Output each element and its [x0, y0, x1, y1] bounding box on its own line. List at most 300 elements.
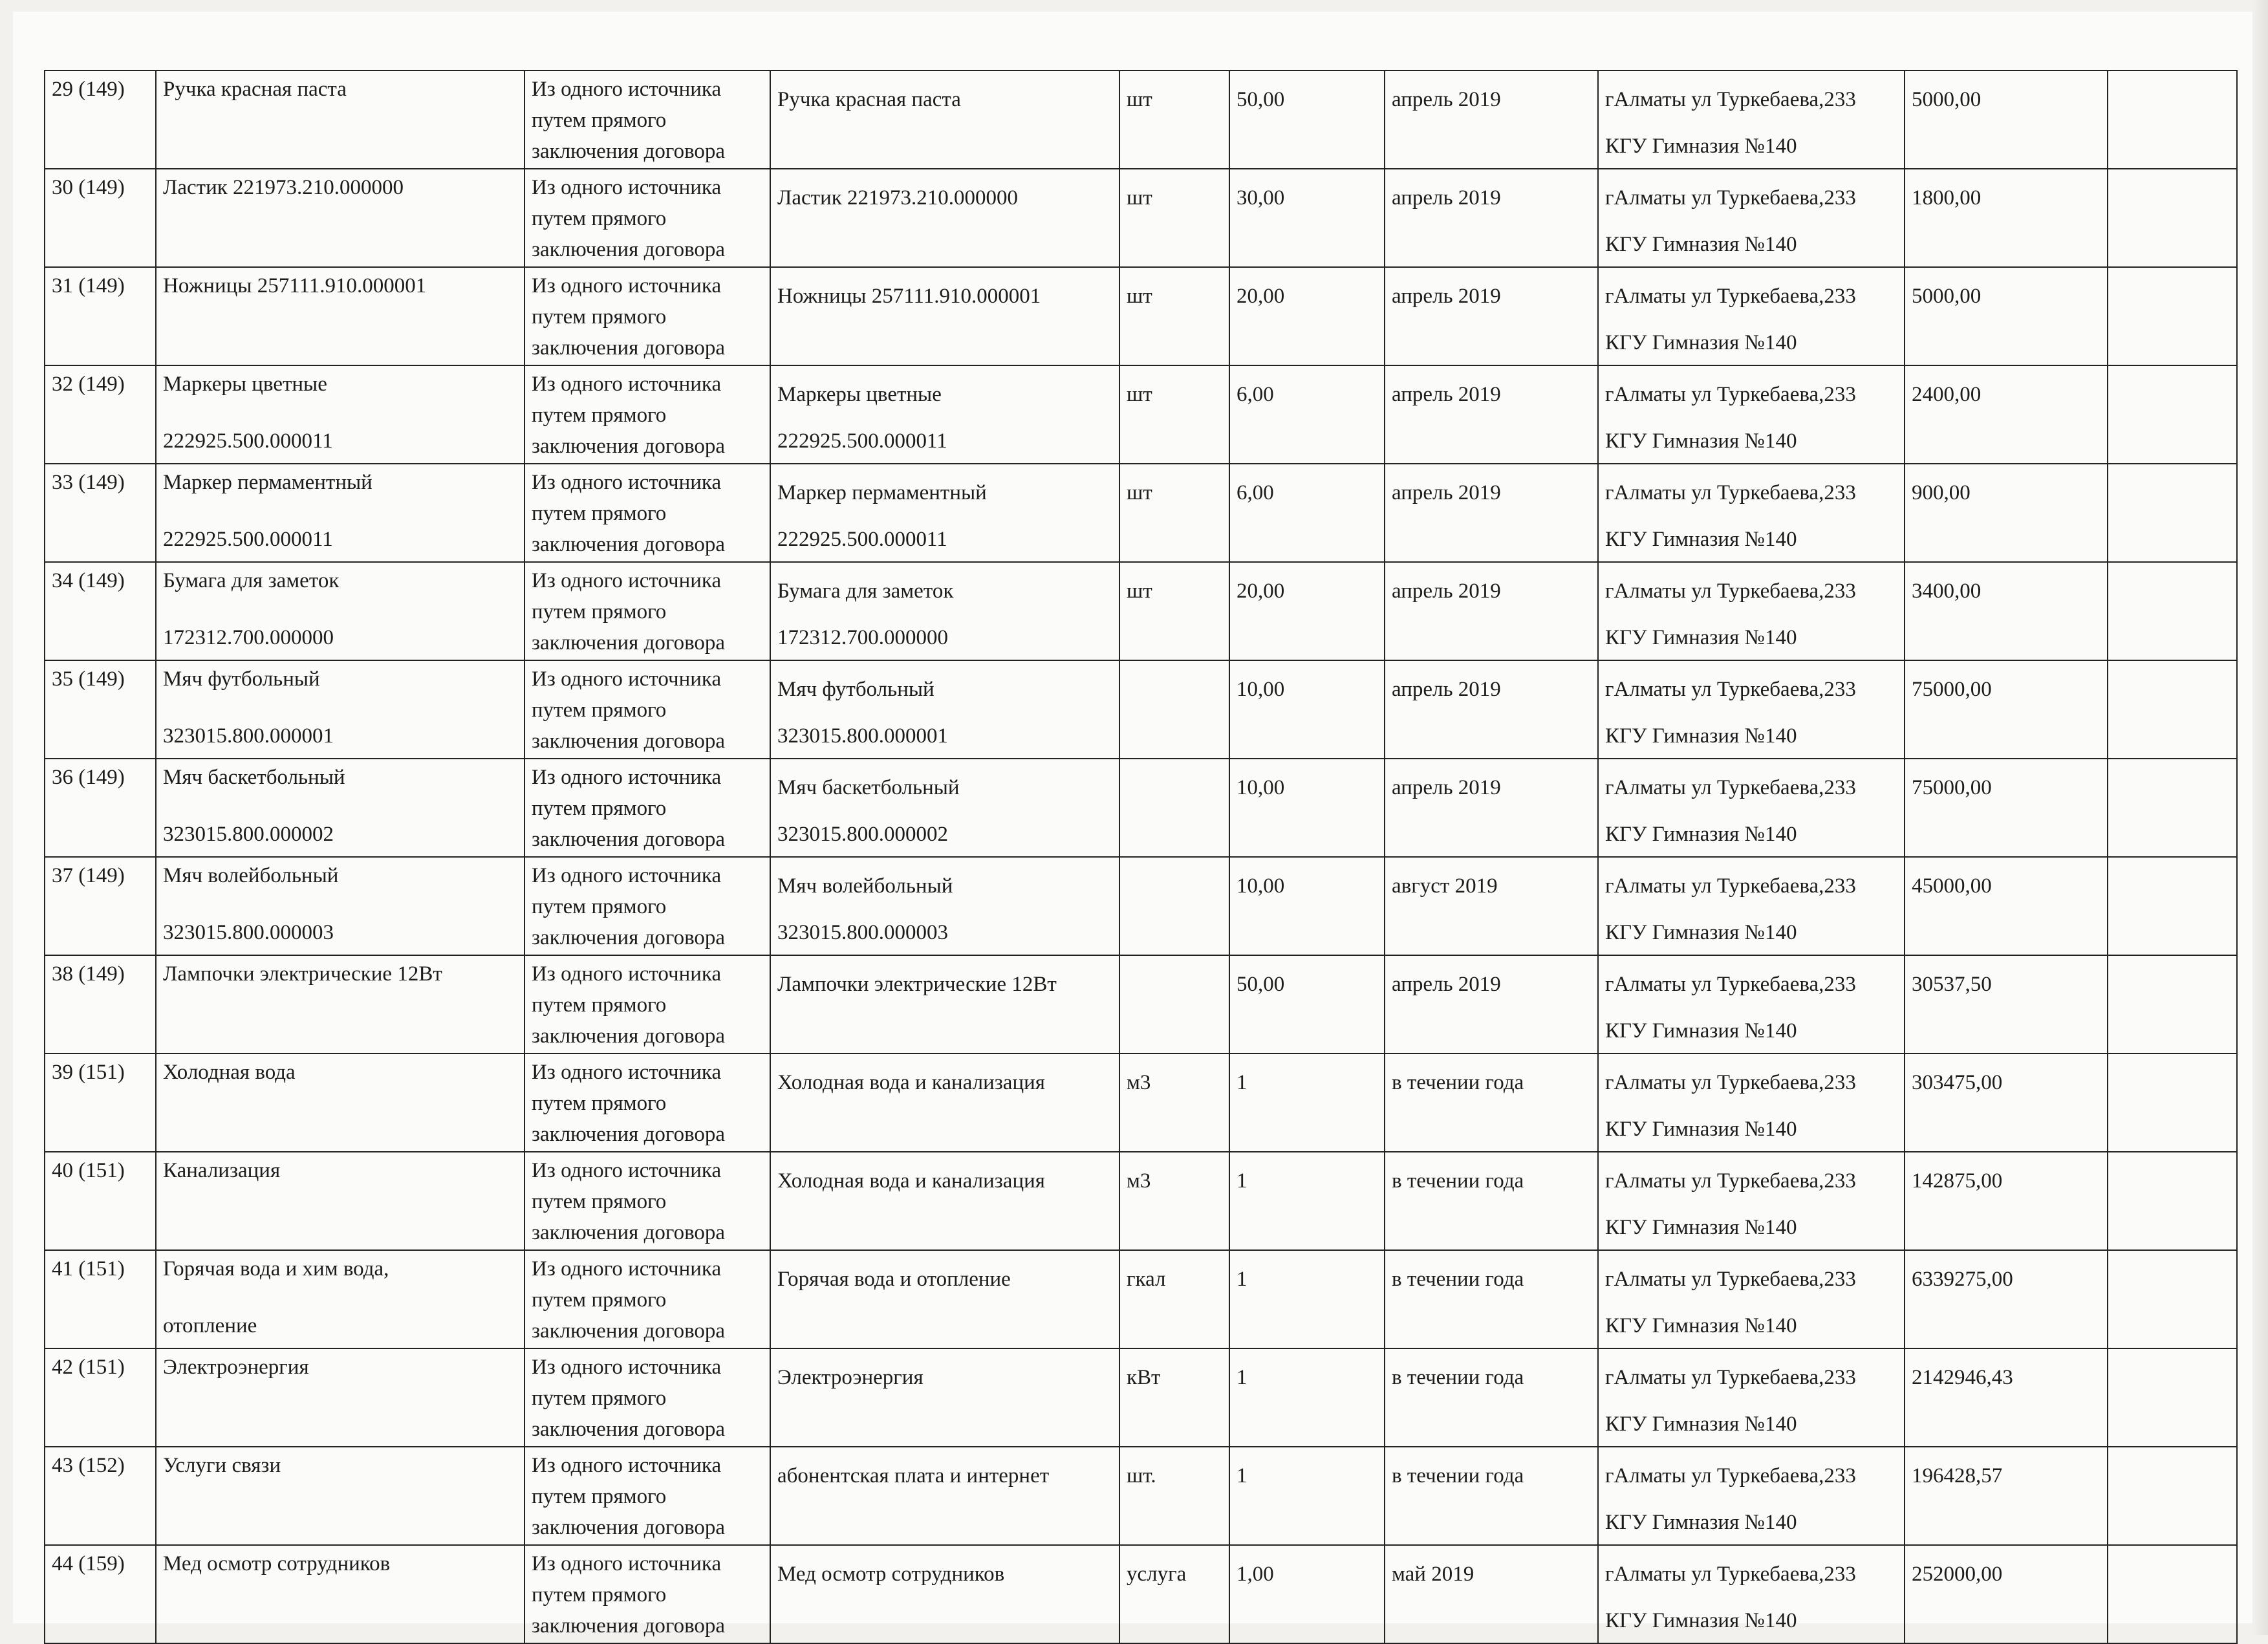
procurement-method-cell — [524, 1250, 770, 1348]
period-text: май 2019 — [1392, 1563, 1474, 1586]
desc-text: Бумага для заметок — [777, 579, 954, 603]
period-cell — [1385, 365, 1598, 464]
addr-text: гАлматы ул Туркебаева,233 — [1605, 1169, 1856, 1193]
delivery-address-cell — [1598, 759, 1905, 857]
amount-cell — [1905, 1447, 2108, 1545]
unit-text: м3 — [1127, 1071, 1151, 1094]
addr-text: гАлматы ул Туркебаева,233 — [1605, 1366, 1856, 1389]
desc-code-text: 323015.800.000002 — [777, 823, 948, 846]
unit-cell — [1119, 1152, 1229, 1250]
unit-text: шт — [1127, 383, 1152, 406]
addr-text: гАлматы ул Туркебаева,233 — [1605, 1268, 1856, 1291]
period-cell — [1385, 1152, 1598, 1250]
period-cell — [1385, 562, 1598, 660]
row-number-cell — [45, 1250, 156, 1348]
org-text: КГУ Гимназия №140 — [1605, 331, 1797, 354]
sum-text: 1800,00 — [1912, 186, 1982, 210]
addr-text: гАлматы ул Туркебаева,233 — [1605, 88, 1856, 111]
item-description-cell — [770, 1152, 1119, 1250]
unit-text: м3 — [1127, 1169, 1151, 1193]
unit-cell — [1119, 1447, 1229, 1545]
qty-text: 1 — [1237, 1071, 1247, 1094]
desc-text: Маркеры цветные — [777, 383, 942, 406]
num-text: 34 (149) — [52, 569, 125, 592]
quantity-cell — [1229, 1348, 1385, 1447]
method-text: Из одного источника путем прямого заключения договора — [532, 176, 726, 261]
addr-text: гАлматы ул Туркебаева,233 — [1605, 579, 1856, 603]
procurement-method-cell — [524, 70, 770, 169]
table-row — [45, 759, 2237, 857]
procurement-method-cell — [524, 955, 770, 1054]
procurement-method-cell — [524, 1348, 770, 1447]
item-name-cell — [156, 1545, 524, 1643]
qty-text: 50,00 — [1237, 973, 1285, 996]
row-number-cell — [45, 660, 156, 759]
sum-text: 142875,00 — [1912, 1169, 2003, 1193]
table-row — [45, 660, 2237, 759]
amount-cell — [1905, 1348, 2108, 1447]
item-description-cell — [770, 562, 1119, 660]
code-text: 323015.800.000003 — [163, 921, 334, 944]
quantity-cell — [1229, 660, 1385, 759]
org-text: КГУ Гимназия №140 — [1605, 233, 1797, 256]
procurement-method-cell — [524, 857, 770, 955]
item-description-cell — [770, 1054, 1119, 1152]
code-text: 323015.800.000001 — [163, 724, 334, 748]
item-description-cell — [770, 660, 1119, 759]
period-cell — [1385, 1348, 1598, 1447]
row-number-cell — [45, 70, 156, 169]
period-text: апрель 2019 — [1392, 579, 1501, 603]
num-text: 36 (149) — [52, 766, 125, 789]
table-body — [45, 70, 2237, 1643]
num-text: 37 (149) — [52, 864, 125, 887]
item-name-cell — [156, 562, 524, 660]
delivery-address-cell — [1598, 1054, 1905, 1152]
period-text: в течении года — [1392, 1366, 1524, 1389]
period-text: в течении года — [1392, 1071, 1524, 1094]
delivery-address-cell — [1598, 1250, 1905, 1348]
org-text: КГУ Гимназия №140 — [1605, 1118, 1797, 1141]
empty-cell — [2108, 857, 2237, 955]
procurement-method-cell — [524, 1054, 770, 1152]
sum-text: 252000,00 — [1912, 1563, 2003, 1586]
delivery-address-cell — [1598, 955, 1905, 1054]
method-text: Из одного источника путем прямого заключения договора — [532, 1159, 726, 1244]
table-row — [45, 365, 2237, 464]
amount-cell — [1905, 759, 2108, 857]
code-text: 323015.800.000002 — [163, 823, 334, 846]
addr-text: гАлматы ул Туркебаева,233 — [1605, 874, 1856, 898]
amount-cell — [1905, 267, 2108, 365]
method-text: Из одного источника путем прямого заключения договора — [532, 1552, 726, 1638]
procurement-method-cell — [524, 169, 770, 267]
item-description-cell — [770, 365, 1119, 464]
row-number-cell — [45, 1348, 156, 1447]
addr-text: гАлматы ул Туркебаева,233 — [1605, 186, 1856, 210]
item-name-cell — [156, 1250, 524, 1348]
item-name-cell — [156, 464, 524, 562]
method-text: Из одного источника путем прямого заключения договора — [532, 1061, 726, 1146]
item-name-cell — [156, 1054, 524, 1152]
procurement-method-cell — [524, 1447, 770, 1545]
empty-cell — [2108, 1054, 2237, 1152]
table-row — [45, 169, 2237, 267]
org-text: КГУ Гимназия №140 — [1605, 921, 1797, 944]
period-text: апрель 2019 — [1392, 973, 1501, 996]
amount-cell — [1905, 1250, 2108, 1348]
desc-text: Холодная вода и канализация — [777, 1169, 1045, 1193]
org-text: КГУ Гимназия №140 — [1605, 626, 1797, 649]
document-page — [13, 12, 2255, 1638]
num-text: 39 (151) — [52, 1061, 125, 1084]
period-cell — [1385, 955, 1598, 1054]
method-text: Из одного источника путем прямого заключения договора — [532, 766, 726, 851]
period-cell — [1385, 1447, 1598, 1545]
qty-text: 6,00 — [1237, 481, 1274, 504]
desc-text: Ластик 221973.210.000000 — [777, 186, 1019, 210]
item-name-cell — [156, 1152, 524, 1250]
method-text: Из одного источника путем прямого заключения договора — [532, 864, 726, 949]
empty-cell — [2108, 1545, 2237, 1643]
desc-text: Холодная вода и канализация — [777, 1071, 1045, 1094]
delivery-address-cell — [1598, 1348, 1905, 1447]
period-text: апрель 2019 — [1392, 481, 1501, 504]
org-text: КГУ Гимназия №140 — [1605, 823, 1797, 846]
method-text: Из одного источника путем прямого заключения договора — [532, 667, 726, 753]
org-text: КГУ Гимназия №140 — [1605, 429, 1797, 453]
quantity-cell — [1229, 70, 1385, 169]
row-number-cell — [45, 267, 156, 365]
delivery-address-cell — [1598, 857, 1905, 955]
table-row — [45, 1152, 2237, 1250]
row-number-cell — [45, 955, 156, 1054]
item-name-cell — [156, 70, 524, 169]
num-text: 32 (149) — [52, 373, 125, 396]
empty-cell — [2108, 1250, 2237, 1348]
unit-cell — [1119, 660, 1229, 759]
unit-text: услуга — [1127, 1563, 1187, 1586]
unit-text — [1127, 860, 1222, 871]
period-cell — [1385, 759, 1598, 857]
qty-text: 1 — [1237, 1464, 1247, 1487]
item-name-cell — [156, 267, 524, 365]
period-cell — [1385, 1545, 1598, 1643]
row-number-cell — [45, 365, 156, 464]
period-cell — [1385, 169, 1598, 267]
sum-text: 2142946,43 — [1912, 1366, 2013, 1389]
qty-text: 1 — [1237, 1268, 1247, 1291]
name-text: Ножницы 257111.910.000001 — [163, 274, 427, 297]
unit-cell — [1119, 1250, 1229, 1348]
method-text: Из одного источника путем прямого заключения договора — [532, 962, 726, 1048]
amount-cell — [1905, 1054, 2108, 1152]
period-cell — [1385, 70, 1598, 169]
name-text: Лампочки электрические 12Вт — [163, 962, 442, 986]
amount-cell — [1905, 955, 2108, 1054]
table-row — [45, 464, 2237, 562]
unit-text: шт — [1127, 481, 1152, 504]
empty-cell — [2108, 365, 2237, 464]
num-text: 38 (149) — [52, 962, 125, 986]
empty-cell — [2108, 1348, 2237, 1447]
delivery-address-cell — [1598, 562, 1905, 660]
desc-code-text: 323015.800.000001 — [777, 724, 948, 748]
empty-cell — [2108, 464, 2237, 562]
sum-text: 3400,00 — [1912, 579, 1982, 603]
desc-text: Ножницы 257111.910.000001 — [777, 285, 1041, 308]
unit-cell — [1119, 857, 1229, 955]
row-number-cell — [45, 464, 156, 562]
code-text: 222925.500.000011 — [163, 429, 333, 453]
unit-text: шт. — [1127, 1464, 1156, 1487]
unit-cell — [1119, 759, 1229, 857]
addr-text: гАлматы ул Туркебаева,233 — [1605, 383, 1856, 406]
item-description-cell — [770, 955, 1119, 1054]
code-text: отопление — [163, 1314, 257, 1337]
delivery-address-cell — [1598, 70, 1905, 169]
num-text: 43 (152) — [52, 1454, 125, 1477]
unit-cell — [1119, 365, 1229, 464]
unit-text: шт — [1127, 88, 1152, 111]
table-row — [45, 1250, 2237, 1348]
sum-text: 5000,00 — [1912, 285, 1982, 308]
table-row — [45, 857, 2237, 955]
org-text: КГУ Гимназия №140 — [1605, 528, 1797, 551]
qty-text: 10,00 — [1237, 678, 1285, 701]
name-text: Услуги связи — [163, 1454, 281, 1477]
item-name-cell — [156, 660, 524, 759]
period-text: апрель 2019 — [1392, 776, 1501, 799]
procurement-method-cell — [524, 365, 770, 464]
item-description-cell — [770, 267, 1119, 365]
delivery-address-cell — [1598, 267, 1905, 365]
num-text: 40 (151) — [52, 1159, 125, 1182]
org-text: КГУ Гимназия №140 — [1605, 1314, 1797, 1337]
delivery-address-cell — [1598, 464, 1905, 562]
procurement-method-cell — [524, 1152, 770, 1250]
quantity-cell — [1229, 169, 1385, 267]
addr-text: гАлматы ул Туркебаева,233 — [1605, 285, 1856, 308]
row-number-cell — [45, 1447, 156, 1545]
procurement-method-cell — [524, 562, 770, 660]
org-text: КГУ Гимназия №140 — [1605, 1609, 1797, 1632]
name-text: Маркер пермаментный — [163, 471, 373, 494]
method-text: Из одного источника путем прямого заключения договора — [532, 274, 726, 360]
desc-code-text: 172312.700.000000 — [777, 626, 948, 649]
name-text: Бумага для заметок — [163, 569, 340, 592]
unit-text: кВт — [1127, 1366, 1161, 1389]
item-name-cell — [156, 1447, 524, 1545]
name-text: Электроэнергия — [163, 1356, 309, 1379]
table-row — [45, 267, 2237, 365]
qty-text: 10,00 — [1237, 776, 1285, 799]
quantity-cell — [1229, 562, 1385, 660]
period-cell — [1385, 1054, 1598, 1152]
qty-text: 20,00 — [1237, 579, 1285, 603]
period-text: в течении года — [1392, 1169, 1524, 1193]
procurement-method-cell — [524, 1545, 770, 1643]
quantity-cell — [1229, 1545, 1385, 1643]
item-description-cell — [770, 1348, 1119, 1447]
method-text: Из одного источника путем прямого заключения договора — [532, 78, 726, 163]
method-text: Из одного источника путем прямого заключения договора — [532, 1454, 726, 1539]
quantity-cell — [1229, 365, 1385, 464]
delivery-address-cell — [1598, 1447, 1905, 1545]
desc-text: Горячая вода и отопление — [777, 1268, 1011, 1291]
period-text: апрель 2019 — [1392, 678, 1501, 701]
unit-cell — [1119, 70, 1229, 169]
table-row — [45, 1054, 2237, 1152]
desc-code-text: 323015.800.000003 — [777, 921, 948, 944]
row-number-cell — [45, 1545, 156, 1643]
unit-text — [1127, 762, 1222, 772]
table-row — [45, 1447, 2237, 1545]
sum-text: 303475,00 — [1912, 1071, 2003, 1094]
qty-text: 50,00 — [1237, 88, 1285, 111]
item-description-cell — [770, 1447, 1119, 1545]
name-text: Ручка красная паста — [163, 78, 347, 101]
quantity-cell — [1229, 1054, 1385, 1152]
item-description-cell — [770, 70, 1119, 169]
item-name-cell — [156, 857, 524, 955]
qty-text: 1 — [1237, 1169, 1247, 1193]
name-text: Канализация — [163, 1159, 281, 1182]
qty-text: 20,00 — [1237, 285, 1285, 308]
item-description-cell — [770, 464, 1119, 562]
desc-code-text: 222925.500.000011 — [777, 429, 947, 453]
item-description-cell — [770, 1545, 1119, 1643]
period-text: в течении года — [1392, 1464, 1524, 1487]
addr-text: гАлматы ул Туркебаева,233 — [1605, 1464, 1856, 1487]
code-text: 172312.700.000000 — [163, 626, 334, 649]
name-text: Ластик 221973.210.000000 — [163, 176, 404, 199]
addr-text: гАлматы ул Туркебаева,233 — [1605, 481, 1856, 504]
org-text: КГУ Гимназия №140 — [1605, 1216, 1797, 1239]
desc-code-text: 222925.500.000011 — [777, 528, 947, 551]
unit-cell — [1119, 464, 1229, 562]
row-number-cell — [45, 1152, 156, 1250]
period-cell — [1385, 464, 1598, 562]
procurement-table — [44, 70, 2238, 1644]
method-text: Из одного источника путем прямого заключения договора — [532, 569, 726, 654]
desc-text: Маркер пермаментный — [777, 481, 987, 504]
sum-text: 2400,00 — [1912, 383, 1982, 406]
sum-text: 196428,57 — [1912, 1464, 2003, 1487]
unit-text: шт — [1127, 285, 1152, 308]
row-number-cell — [45, 759, 156, 857]
org-text: КГУ Гимназия №140 — [1605, 135, 1797, 158]
unit-text — [1127, 664, 1222, 674]
period-cell — [1385, 1250, 1598, 1348]
qty-text: 1 — [1237, 1366, 1247, 1389]
name-text: Холодная вода — [163, 1061, 296, 1084]
desc-text: Мяч баскетбольный — [777, 776, 960, 799]
table-row — [45, 1545, 2237, 1643]
org-text: КГУ Гимназия №140 — [1605, 1412, 1797, 1436]
sum-text: 6339275,00 — [1912, 1268, 2013, 1291]
item-name-cell — [156, 955, 524, 1054]
desc-text: Мед осмотр сотрудников — [777, 1563, 1005, 1586]
scan-edge — [2252, 0, 2268, 1635]
row-number-cell — [45, 1054, 156, 1152]
num-text: 41 (151) — [52, 1257, 125, 1281]
unit-cell — [1119, 1348, 1229, 1447]
unit-cell — [1119, 1054, 1229, 1152]
unit-cell — [1119, 955, 1229, 1054]
period-cell — [1385, 857, 1598, 955]
item-description-cell — [770, 857, 1119, 955]
item-name-cell — [156, 759, 524, 857]
quantity-cell — [1229, 955, 1385, 1054]
item-description-cell — [770, 759, 1119, 857]
qty-text: 6,00 — [1237, 383, 1274, 406]
table-row — [45, 70, 2237, 169]
org-text: КГУ Гимназия №140 — [1605, 1511, 1797, 1534]
item-description-cell — [770, 1250, 1119, 1348]
empty-cell — [2108, 267, 2237, 365]
period-text: апрель 2019 — [1392, 88, 1501, 111]
qty-text: 1,00 — [1237, 1563, 1274, 1586]
method-text: Из одного источника путем прямого заключения договора — [532, 1257, 726, 1343]
amount-cell — [1905, 857, 2108, 955]
qty-text: 30,00 — [1237, 186, 1285, 210]
period-text: август 2019 — [1392, 874, 1498, 898]
delivery-address-cell — [1598, 1545, 1905, 1643]
desc-text: Электроэнергия — [777, 1366, 923, 1389]
org-text: КГУ Гимназия №140 — [1605, 1019, 1797, 1043]
method-text: Из одного источника путем прямого заключения договора — [532, 471, 726, 556]
quantity-cell — [1229, 857, 1385, 955]
empty-cell — [2108, 955, 2237, 1054]
name-text: Горячая вода и хим вода, — [163, 1257, 389, 1281]
delivery-address-cell — [1598, 660, 1905, 759]
row-number-cell — [45, 857, 156, 955]
unit-text: шт — [1127, 579, 1152, 603]
item-name-cell — [156, 1348, 524, 1447]
num-text: 31 (149) — [52, 274, 125, 297]
sum-text: 5000,00 — [1912, 88, 1982, 111]
num-text: 44 (159) — [52, 1552, 125, 1575]
procurement-method-cell — [524, 660, 770, 759]
procurement-method-cell — [524, 464, 770, 562]
empty-cell — [2108, 1447, 2237, 1545]
table-row — [45, 1348, 2237, 1447]
empty-cell — [2108, 759, 2237, 857]
amount-cell — [1905, 365, 2108, 464]
period-text: апрель 2019 — [1392, 285, 1501, 308]
desc-text: Лампочки электрические 12Вт — [777, 973, 1057, 996]
method-text: Из одного источника путем прямого заключения договора — [532, 1356, 726, 1441]
amount-cell — [1905, 70, 2108, 169]
empty-cell — [2108, 1152, 2237, 1250]
unit-cell — [1119, 562, 1229, 660]
amount-cell — [1905, 1545, 2108, 1643]
procurement-method-cell — [524, 267, 770, 365]
num-text: 33 (149) — [52, 471, 125, 494]
num-text: 35 (149) — [52, 667, 125, 691]
unit-cell — [1119, 169, 1229, 267]
name-text: Мед осмотр сотрудников — [163, 1552, 391, 1575]
code-text: 222925.500.000011 — [163, 528, 333, 551]
unit-text: шт — [1127, 186, 1152, 210]
quantity-cell — [1229, 759, 1385, 857]
name-text: Мяч баскетбольный — [163, 766, 345, 789]
empty-cell — [2108, 562, 2237, 660]
quantity-cell — [1229, 1447, 1385, 1545]
quantity-cell — [1229, 1152, 1385, 1250]
item-name-cell — [156, 365, 524, 464]
